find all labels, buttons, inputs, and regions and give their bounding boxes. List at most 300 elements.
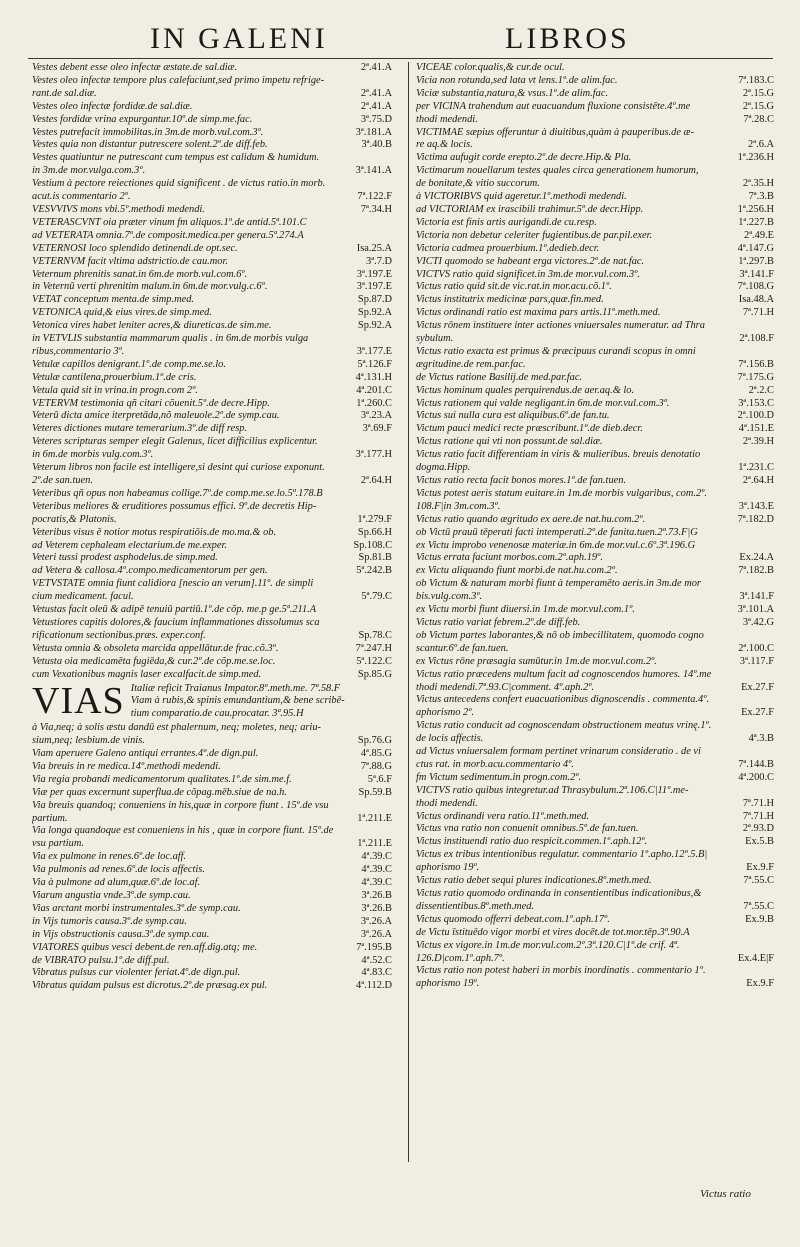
entry-text: aphorismo 19º.: [416, 978, 480, 990]
entry-text: Victus ratio debet sequi plures indicationes.8º.meth.med.: [416, 875, 652, 887]
index-entry: [32, 346, 392, 359]
entry-reference: 7ª.55.C: [743, 875, 774, 887]
index-entry: [416, 165, 774, 178]
entry-reference: 3ª.181.A: [355, 126, 392, 138]
entry-text: Veteribus visus ē notior motus respiratiōis.de mo.ma.& ob.: [32, 526, 277, 538]
entry-reference: 2ª.15.G: [742, 87, 774, 99]
index-entry: [32, 243, 392, 256]
entry-text: Vetulæ capillos denigrant.1º.de comp.me.se.lo.: [32, 358, 226, 370]
entry-reference: 7ª.182.D: [737, 513, 774, 525]
entry-text: Victus ordinandi vera ratio.11º.meth.med.: [416, 810, 590, 822]
index-entry: [416, 423, 774, 436]
entry-text: Vetulæ cantilena,prouerbium.1º.de cris.: [32, 371, 197, 383]
entry-reference: 3ª.69.F: [362, 423, 392, 435]
index-entry: [32, 787, 392, 800]
index-entry: [416, 475, 774, 488]
right-column: [416, 62, 774, 991]
entry-text: Victima aufugit corde erepto.2º.de decre.Hip.& Pla.: [416, 152, 632, 164]
index-entry: [416, 849, 774, 862]
entry-text: aphorismo 19º.: [416, 862, 480, 874]
entry-text: Via longa quandoque est conueniens in his , quæ in corpore fiunt. 15º.de: [32, 825, 334, 837]
entry-reference: 5ª.6.F: [367, 773, 392, 785]
entry-text: fm Victum sedimentum.in progn.com.2º.: [416, 771, 582, 783]
entry-reference: Sp.108.C: [353, 539, 392, 551]
index-entry: [32, 722, 392, 735]
entry-reference: 2ª.100.D: [737, 410, 774, 422]
index-entry: [32, 423, 392, 436]
entry-text: Victus ratio variat febrem.2º.de diff.feb.: [416, 616, 581, 628]
entry-text: Vestes putrefacit immobilitas.in 3m.de morb.vul.com.3º.: [32, 126, 264, 138]
entry-text: dissentientibus.8º.meth.med.: [416, 900, 535, 912]
index-entry: [416, 462, 774, 475]
entry-reference: 3ª.117.F: [739, 655, 774, 667]
index-entry: [416, 707, 774, 720]
entry-text: cum Vexationibus magnis laser excalfacit.de simp.med.: [32, 668, 262, 680]
entry-text: ægritudine.de rem.par.fac.: [416, 358, 526, 370]
index-entry: [416, 204, 774, 217]
entry-text: VETERASCVNT oia præter vinum fm aliquos.1º.de antid.5ª.101.C: [32, 216, 307, 228]
entry-reference: 1ª.211.E: [357, 838, 392, 850]
entry-reference: 2ª.6.A: [748, 139, 774, 151]
entry-reference: 4ª.85.G: [360, 748, 392, 760]
index-entry: [416, 811, 774, 824]
entry-reference: Ex.4.E|F: [737, 952, 774, 964]
entry-text: Viciæ substantia,natura,& vsus.1º.de alim.fac.: [416, 87, 609, 99]
entry-text: VIATORES quibus vesci debent.de ren.aff.dig.atq; me.: [32, 941, 258, 953]
index-entry: [32, 307, 392, 320]
entry-text: à VICTORIBVS quid ageretur.1º.methodi medendi.: [416, 191, 627, 203]
index-entry: [416, 578, 774, 591]
entry-text: Victus ratio quid sit.de vic.rat.in mor.acu.cõ.1º.: [416, 281, 612, 293]
entry-text: Via breuis quandoq; conueniens in his,quæ in corpore fiunt . 15º.de vsu: [32, 799, 329, 811]
entry-reference: 4ª.151.E: [738, 423, 774, 435]
entry-reference: 3ª.143.E: [738, 500, 774, 512]
index-entry: [416, 953, 774, 966]
index-entry: [416, 269, 774, 282]
entry-reference: Sp.92.A: [357, 307, 392, 319]
entry-text: VETERVM testimonia qñ citari cõuenit.5º.de decre.Hipp.: [32, 397, 270, 409]
entry-reference: Sp.59.B: [358, 786, 392, 798]
entry-text: 108.F|in 3m.com.3º.: [416, 500, 501, 512]
entry-text: Viarum angustia vnde.3º.de symp.cau.: [32, 890, 191, 901]
entry-text: ribus,commentario 3º.: [32, 345, 125, 357]
index-entry: [416, 785, 774, 798]
index-entry: [32, 230, 392, 243]
vias-line: Viam à rubis,& spinis emundantium,& bene scribē-: [130, 695, 345, 707]
entry-text: Victus errata faciunt morbos.com.2º.aph.19º.: [416, 552, 603, 564]
index-entry: [416, 410, 774, 423]
entry-text: dogma.Hipp.: [416, 462, 471, 474]
entry-text: Vicia non rotunda,sed lata vt lens.1º.de alim.fac.: [416, 74, 618, 86]
index-entry: [32, 617, 392, 630]
index-entry: [416, 901, 774, 914]
entry-text: Vestes oleo infectæ fordidæ.de sal.diæ.: [32, 100, 193, 112]
index-entry: [416, 940, 774, 953]
index-entry: [32, 942, 392, 955]
entry-reference: 4ª.112.D: [356, 980, 392, 992]
entry-text: ad Victus vniuersalem formam pertinet vrinarum consideratio . de vi: [416, 746, 701, 758]
entry-text: Via breuis in re medica.14º.methodi medendi.: [32, 760, 221, 772]
catchword: Victus ratio: [700, 1188, 751, 1200]
index-entry: [416, 965, 774, 978]
entry-text: Vestium à pectore reiectiones quid significent . de victus ratio.in morb.: [32, 178, 326, 190]
index-entry: [416, 823, 774, 836]
entry-reference: 2ª.93.D: [742, 823, 774, 835]
entry-text: in 3m.de mor.vulga.com.3º.: [32, 165, 146, 177]
entry-text: Veternum phrenitis sanat.in 6m.de morb.vul.com.6º.: [32, 268, 248, 280]
entry-reference: 7ª.156.B: [738, 358, 774, 370]
entry-text: de locis affectis.: [416, 733, 484, 745]
entry-reference: 2ª.41.A: [360, 100, 392, 112]
index-entry: [416, 320, 774, 333]
entry-reference: 5ª.79.C: [361, 591, 392, 603]
entry-text: Victus sui nulla cura est aliquibus.6º.de fan.tu.: [416, 410, 610, 422]
entry-reference: 4ª.200.C: [738, 771, 774, 783]
index-entry: [32, 630, 392, 643]
entry-reference: 4ª.3.B: [748, 733, 774, 745]
entry-text: Via regia probandi medicamentorum qualitates.1º.de sim.me.f.: [32, 773, 292, 785]
entry-text: ob Victū prauū tēperati facti intemperati.2º.de fanita.tuen.2ª.73.F|G: [416, 526, 698, 538]
entry-text: Vestes quia non distantur putrescere solent.2º.de diff.feb.: [32, 139, 268, 151]
index-entry: [416, 733, 774, 746]
index-entry: [416, 217, 774, 230]
entry-text: per VICINA trahendum aut euacuandum fluxione consistēte.4º.me: [416, 100, 691, 112]
vias-line: Italiæ reficit Traianus Impator.8º.meth.me. 7ª.58.F: [130, 682, 341, 694]
entry-text: ad VETERATA omnia.7º.de composit.medica.per genera.5ª.274.A: [32, 229, 304, 241]
entry-text: VETERNOSI loco splendido detinendi.de opt.sec.: [32, 242, 238, 254]
entry-text: partium.: [32, 812, 68, 824]
entry-text: in Veternū verti phrenitim malum.in 6m.de mor.vulg.c.6º.: [32, 281, 268, 293]
entry-reference: 3ª.197.E: [356, 268, 392, 280]
index-entry: [32, 294, 392, 307]
index-entry: [32, 269, 392, 282]
entry-text: Vias arctant morbi instrumentales.3º.de symp.cau.: [32, 902, 241, 914]
entry-reference: Ex.24.A: [739, 552, 774, 564]
index-entry: [416, 759, 774, 772]
entry-text: Victus ratio conducit ad cognoscendam obstructionem meatus vrinę.1º.: [416, 720, 712, 732]
index-entry: [32, 967, 392, 980]
entry-text: Victoria non debetur celeriter fugientibus.de par.pil.exer.: [416, 229, 653, 241]
entry-text: Victus ratio facit differentiam in viris & mulieribus. breuis denotatio: [416, 449, 701, 461]
index-entry: [416, 346, 774, 359]
entry-reference: Sp.78.C: [358, 629, 392, 641]
vias-lines: [131, 683, 345, 722]
index-entry: [32, 761, 392, 774]
index-entry: [32, 436, 392, 449]
entry-reference: 3ª.40.B: [361, 139, 392, 151]
index-entry: [32, 864, 392, 877]
entry-text: Victum pauci medici recte præscribunt.1º.de dieb.decr.: [416, 423, 643, 435]
index-entry: [416, 978, 774, 991]
entry-reference: 1ª.279.F: [357, 513, 392, 525]
index-entry: [32, 88, 392, 101]
index-entry: [416, 359, 774, 372]
entry-reference: 7ª.144.B: [738, 758, 774, 770]
entry-reference: 2ª.41.A: [360, 62, 392, 73]
entry-text: Vestes quatiuntur ne putrescant cum tempus est calidum & humidum.: [32, 152, 320, 164]
index-entry: [32, 540, 392, 553]
entry-text: Victus instituendi ratio duo respicit.commen.1º.aph.12º.: [416, 836, 648, 848]
entry-reference: 1ª.227.B: [738, 216, 774, 228]
entry-reference: Sp.92.A: [357, 320, 392, 332]
index-entry: [416, 617, 774, 630]
entry-reference: 7ª.55.C: [743, 900, 774, 912]
index-entry: [32, 75, 392, 88]
index-entry: [416, 152, 774, 165]
entry-text: cium medicament. facul.: [32, 591, 134, 603]
entry-reference: 4ª.39.C: [361, 877, 392, 889]
entry-text: de Victu īstituēdo vigor morbi et vires docēt.de tot.mor.tēp.3ª.90.A: [416, 926, 690, 938]
entry-text: Victus ordinandi ratio est maxima pars artis.11º.meth.med.: [416, 307, 661, 319]
index-entry: [416, 333, 774, 346]
entry-reference: Ex.9.B: [745, 913, 774, 925]
index-entry: [416, 772, 774, 785]
index-entry: [416, 101, 774, 114]
entry-text: 126.D|com.1º.aph.7º.: [416, 952, 505, 964]
entry-reference: 2ª.39.H: [742, 436, 774, 448]
entry-reference: 7ª.34.H: [360, 203, 392, 215]
entry-reference: 4ª.83.C: [361, 967, 392, 979]
entry-text: à Via,neq; à solis æstu dandū est phalernum, neq; moletes, neq; ariu-: [32, 722, 321, 734]
entry-text: Victus rationem qui valde negligant.in 6m.de mor.vul.com.3º.: [416, 397, 670, 409]
index-entry: [416, 191, 774, 204]
index-entry: [32, 333, 392, 346]
index-entry: [416, 307, 774, 320]
entry-text: Veterū dicta amice iterpretāda,nõ maleuole.2º.de symp.cau.: [32, 410, 280, 422]
entry-reference: 1ª.297.B: [738, 255, 774, 267]
index-entry: [416, 488, 774, 501]
entry-text: ad VICTORIAM ex irascibili trahimur.5º.de decr.Hipp.: [416, 203, 644, 215]
entry-reference: 5ª.126.F: [357, 358, 392, 370]
entry-text: Victoria cadmea prouerbium.1º.dedieb.decr.: [416, 242, 600, 254]
entry-reference: 3ª.197.E: [356, 281, 392, 293]
entry-reference: 7ª.108.G: [737, 281, 774, 293]
entry-reference: 2ª.64.H: [742, 475, 774, 486]
entry-text: Via à pulmone ad alum,quæ.6º.de loc.af.: [32, 877, 201, 889]
entry-text: Victus ratio quando ægritudo ex aere.de nat.hu.com.2º.: [416, 513, 646, 525]
index-entry: [32, 385, 392, 398]
entry-text: de bonitate,& vitio succorum.: [416, 178, 540, 190]
entry-text: Victus ex tribus intentionibus regulatur. commentario 1º.apho.12º.5.B|: [416, 849, 708, 861]
entry-reference: Sp.66.H: [357, 526, 392, 538]
index-entry: [32, 591, 392, 604]
index-entry: [416, 875, 774, 888]
index-entry: [416, 281, 774, 294]
entry-text: Vetustiores capitis dolores,& faucium inflammationes dissolumus sca: [32, 616, 320, 628]
entry-reference: Sp.85.G: [357, 668, 392, 680]
entry-reference: 5ª.242.B: [356, 565, 392, 577]
index-entry: [32, 980, 392, 993]
entry-text: in VETVLIS substantia mammarum qualis . in 6m.de morbis vulga: [32, 333, 309, 345]
index-entry: [32, 929, 392, 942]
entry-reference: 7ª.175.G: [737, 371, 774, 383]
index-entry: [32, 217, 392, 230]
entry-text: sium,neq; lesbium.de vinis.: [32, 735, 145, 747]
index-entry: [32, 890, 392, 903]
entry-reference: 7ª.71.H: [742, 810, 774, 822]
entry-text: ex Victus rōne præsagia sumūtur.in 1m.de mor.vul.com.2º.: [416, 655, 657, 667]
index-entry: [32, 191, 392, 204]
index-entry: [32, 256, 392, 269]
entry-text: Victus antecedens confert euacuationibus dignoscendis . commenta.4º.: [416, 694, 710, 706]
index-entry: [32, 152, 392, 165]
entry-text: Vetula quid sit in vrina.in progn.com 2º.: [32, 384, 198, 396]
index-entry: [416, 527, 774, 540]
index-entry: [32, 851, 392, 864]
index-entry: [32, 139, 392, 152]
entry-reference: 3ª.26.B: [361, 890, 392, 901]
entry-reference: 2ª.15.G: [742, 100, 774, 112]
entry-reference: Ex.5.B: [745, 836, 774, 848]
entry-text: re aq.& locis.: [416, 139, 473, 151]
entry-reference: 3ª.26.A: [360, 915, 392, 927]
index-entry: [416, 385, 774, 398]
index-entry: [32, 101, 392, 114]
index-entry: [416, 398, 774, 411]
entry-text: Viam aperuere Galeno antiqui errantes.4º.de dign.pul.: [32, 748, 259, 760]
entry-reference: 7ª.247.H: [355, 642, 392, 654]
entry-text: thodi medendi.7ª.93.C|comment. 4º.aph.2º.: [416, 681, 595, 693]
index-entry: [32, 359, 392, 372]
entry-text: Veteribus qñ opus non habeamus collige.7º.de comp.me.se.lo.5ª.178.B: [32, 487, 323, 499]
entry-reference: Ex.9.F: [746, 862, 774, 874]
entry-text: Veteres dictiones mutare temerarium.3º.de diff resp.: [32, 423, 248, 435]
index-entry: [32, 656, 392, 669]
entry-text: pocratis,& Platonis.: [32, 513, 117, 525]
entry-text: Vestes debent esse oleo infectæ æstate.de sal.diæ.: [32, 62, 238, 73]
entry-text: VICTVS ratio quid significet.in 3m.de mor.vul.com.3º.: [416, 268, 641, 280]
entry-text: Victus ratio non potest haberi in morbis inordinatis . commentario 1º.: [416, 965, 706, 977]
entry-text: VETONICA quid,& eius vires.de simp.med.: [32, 307, 212, 319]
index-entry: [416, 501, 774, 514]
entry-reference: 1ª.211.E: [357, 812, 392, 824]
index-entry: [32, 514, 392, 527]
index-entry: [32, 552, 392, 565]
index-entry: [416, 88, 774, 101]
entry-text: Veterum libros non facile est intelligere,si desint qui curiose exponunt.: [32, 462, 325, 474]
entry-reference: 3ª.177.E: [356, 345, 392, 357]
index-entry: [32, 449, 392, 462]
entry-reference: 2ª.2.C: [748, 384, 774, 396]
entry-text: Victus hominum quales perquirendus.de aer.aq.& lo.: [416, 384, 635, 396]
index-entry: [416, 862, 774, 875]
entry-reference: 5ª.122.C: [356, 655, 392, 667]
index-entry: [32, 398, 392, 411]
index-entry: [32, 178, 392, 191]
entry-text: Vetusta omnia & obsoleta marcida appellātur.de frac.cõ.3º.: [32, 642, 279, 654]
index-entry: [416, 669, 774, 682]
index-entry: [416, 656, 774, 669]
entry-text: Via ex pulmone in renes.6º.de loc.aff.: [32, 851, 187, 863]
entry-reference: Isa.48.A: [738, 294, 774, 306]
entry-text: ob Victum & naturam morbi fiunt à temperamēto aeris.in 3m.de mor: [416, 578, 701, 590]
index-entry: [416, 256, 774, 269]
index-entry: [32, 62, 392, 75]
entry-text: Vibratus quidam pulsus est dicrotus.2º.de præsag.ex pul.: [32, 980, 268, 992]
entry-reference: Ex.9.F: [746, 978, 774, 990]
vias-large-word: VIAS: [32, 679, 125, 722]
entry-reference: 1ª.236.H: [737, 152, 774, 164]
entry-reference: 3ª.141.F: [739, 591, 774, 603]
index-entry: [32, 578, 392, 591]
index-entry: [32, 501, 392, 514]
entry-reference: 3ª.26.B: [361, 902, 392, 914]
index-entry: [32, 127, 392, 140]
index-entry: [32, 165, 392, 178]
index-entry: [32, 372, 392, 385]
index-entry: [32, 838, 392, 851]
entry-reference: 4ª.52.C: [361, 954, 392, 966]
entry-reference: 3ª.7.D: [366, 255, 392, 267]
index-entry: [32, 488, 392, 501]
entry-reference: Sp.76.G: [357, 735, 392, 747]
entry-text: ad Veterem cephaleam electarium.de me.exper.: [32, 539, 227, 551]
left-column: [32, 62, 392, 993]
entry-text: VICEAE color.qualis,& cur.de ocul.: [416, 62, 565, 73]
index-entry: [416, 372, 774, 385]
index-entry: [416, 694, 774, 707]
index-entry: [416, 604, 774, 617]
index-entry: [32, 320, 392, 333]
index-entry: [32, 527, 392, 540]
column-divider: [408, 62, 409, 1162]
entry-text: Victus ratio recta facit bonos mores.1º.de fan.tuen.: [416, 475, 627, 486]
entry-reference: Ex.27.F: [741, 707, 774, 719]
entry-reference: 7ª.88.G: [360, 760, 392, 772]
index-entry: [416, 294, 774, 307]
entry-text: Vestes oleo infectæ tempore plus calefaciunt,sed primo impetu refrige-: [32, 74, 325, 86]
entry-text: vsu partium.: [32, 838, 84, 850]
entry-reference: 1ª.256.H: [737, 203, 774, 215]
entry-reference: Ex.27.F: [741, 681, 774, 693]
entry-reference: 3ª.101.A: [737, 604, 774, 616]
entry-reference: 2ª.108.F: [739, 333, 774, 345]
index-entry: [416, 914, 774, 927]
index-entry: [416, 591, 774, 604]
index-entry: [416, 449, 774, 462]
index-entry: [416, 927, 774, 940]
index-entry: [416, 127, 774, 140]
entry-text: VETAT conceptum menta.de simp.med.: [32, 294, 194, 306]
entry-reference: 7ª.195.B: [356, 941, 392, 953]
entry-text: 2º.de san.tuen.: [32, 475, 93, 486]
running-header: [0, 22, 800, 62]
index-entry: [416, 62, 774, 75]
index-entry: [32, 410, 392, 423]
entry-text: Veteribus meliores & eruditiores possumus effici. 9º.de decretis Hip-: [32, 500, 317, 512]
index-entry: [416, 798, 774, 811]
index-entry: [32, 643, 392, 656]
index-entry: [32, 955, 392, 968]
index-entry: [416, 643, 774, 656]
entry-text: Victus institutrix medicinæ pars,quæ.fin.med.: [416, 294, 604, 306]
entry-reference: 2ª.49.E: [744, 229, 774, 241]
index-entry: [416, 114, 774, 127]
index-entry: [32, 281, 392, 294]
entry-reference: 4ª.201.C: [356, 384, 392, 396]
entry-reference: 2ª.41.A: [360, 87, 392, 99]
index-entry: [416, 720, 774, 733]
entry-reference: 4ª.147.G: [737, 242, 774, 254]
entry-text: Veteri tussi prodest asphodelus.de simp.med.: [32, 552, 218, 564]
entry-text: thodi medendi.: [416, 797, 478, 809]
entry-reference: 3ª.153.C: [738, 397, 774, 409]
index-entry: [416, 746, 774, 759]
entry-reference: 3ª.75.D: [360, 113, 392, 125]
entry-text: scantur.6º.de fan.tuen.: [416, 642, 509, 654]
index-entry: [32, 475, 392, 488]
entry-text: ctus rat. in morb.acu.commentario 4º.: [416, 758, 574, 770]
